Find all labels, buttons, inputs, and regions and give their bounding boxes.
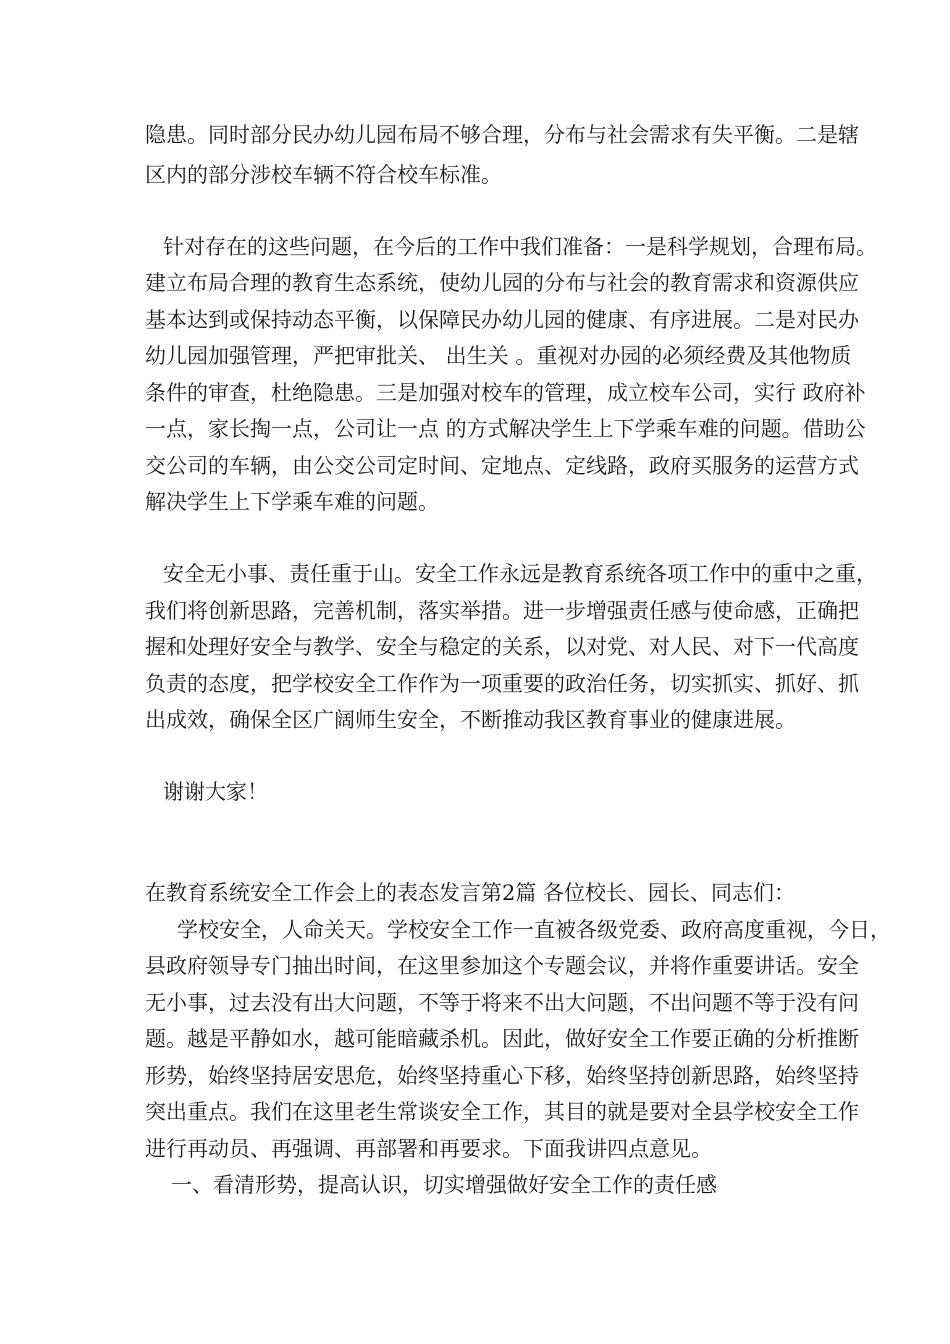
paragraph-line: 幼儿园加强管理，严把审批关、 出生关 。重视对办园的必须经费及其他物质 [145, 344, 852, 368]
paragraph-line: 出成效，确保全区广阔师生安全，不断推动我区教育事业的健康进展。 [145, 708, 796, 732]
paragraph-line: 学校安全，人命关天。学校安全工作一直被各级党委、政府高度重视，今日， [177, 918, 891, 942]
paragraph-line: 我们将创新思路，完善机制，落实举措。进一步增强责任感与使命感，正确把 [145, 599, 859, 623]
paragraph-line: 握和处理好安全与教学、安全与稳定的关系，以对党、对人民、对下一代高度 [145, 635, 859, 659]
article-heading: 在教育系统安全工作会上的表态发言第2篇 各位校长、园长、同志们： [145, 881, 796, 905]
paragraph-line: 题。越是平静如水，越可能暗藏杀机。因此，做好安全工作要正确的分析推断 [145, 1027, 859, 1051]
paragraph-line: 进行再动员、再强调、再部署和再要求。下面我讲四点意见。 [145, 1137, 712, 1161]
paragraph-line: 形势，始终坚持居安思危，始终坚持重心下移，始终坚持创新思路，始终坚持 [145, 1064, 859, 1088]
paragraph-line: 针对存在的这些问题，在今后的工作中我们准备：一是科学规划，合理布局。 [163, 235, 877, 259]
paragraph-line: 条件的审查，杜绝隐患。三是加强对校车的管理，成立校车公司，实行 政府补 [145, 381, 866, 405]
paragraph-line: 负责的态度，把学校安全工作作为一项重要的政治任务，切实抓实、抓好、抓 [145, 672, 859, 696]
paragraph-line: 一点，家长掏一点，公司让一点 的方式解决学生上下学乘车难的问题。借助公 [145, 417, 866, 441]
paragraph-line: 无小事，过去没有出大问题，不等于将来不出大问题，不出问题不等于没有问 [145, 991, 859, 1015]
paragraph-line: 县政府领导专门抽出时间，在这里参加这个专题会议，并将作重要讲话。安全 [145, 954, 859, 978]
paragraph-line: 区内的部分涉校车辆不符合校车标准。 [145, 163, 502, 187]
closing-thanks: 谢谢大家！ [163, 780, 268, 804]
paragraph-line: 隐患。同时部分民办幼儿园布局不够合理，分布与社会需求有失平衡。二是辖 [145, 123, 859, 147]
paragraph-line: 解决学生上下学乘车难的问题。 [145, 490, 439, 514]
paragraph-line: 建立布局合理的教育生态系统，使幼儿园的分布与社会的教育需求和资源供应 [145, 271, 859, 295]
paragraph-line: 交公司的车辆，由公交公司定时间、定地点、定线路，政府买服务的运营方式 [145, 454, 859, 478]
paragraph-line: 基本达到或保持动态平衡，以保障民办幼儿园的健康、有序进展。二是对民办 [145, 308, 859, 332]
section-heading: 一、看清形势，提高认识，切实增强做好安全工作的责任感 [171, 1173, 717, 1197]
paragraph-line: 安全无小事、责任重于山。安全工作永远是教育系统各项工作中的重中之重， [163, 562, 877, 586]
paragraph-line: 突出重点。我们在这里老生常谈安全工作，其目的就是要对全县学校安全工作 [145, 1100, 859, 1124]
